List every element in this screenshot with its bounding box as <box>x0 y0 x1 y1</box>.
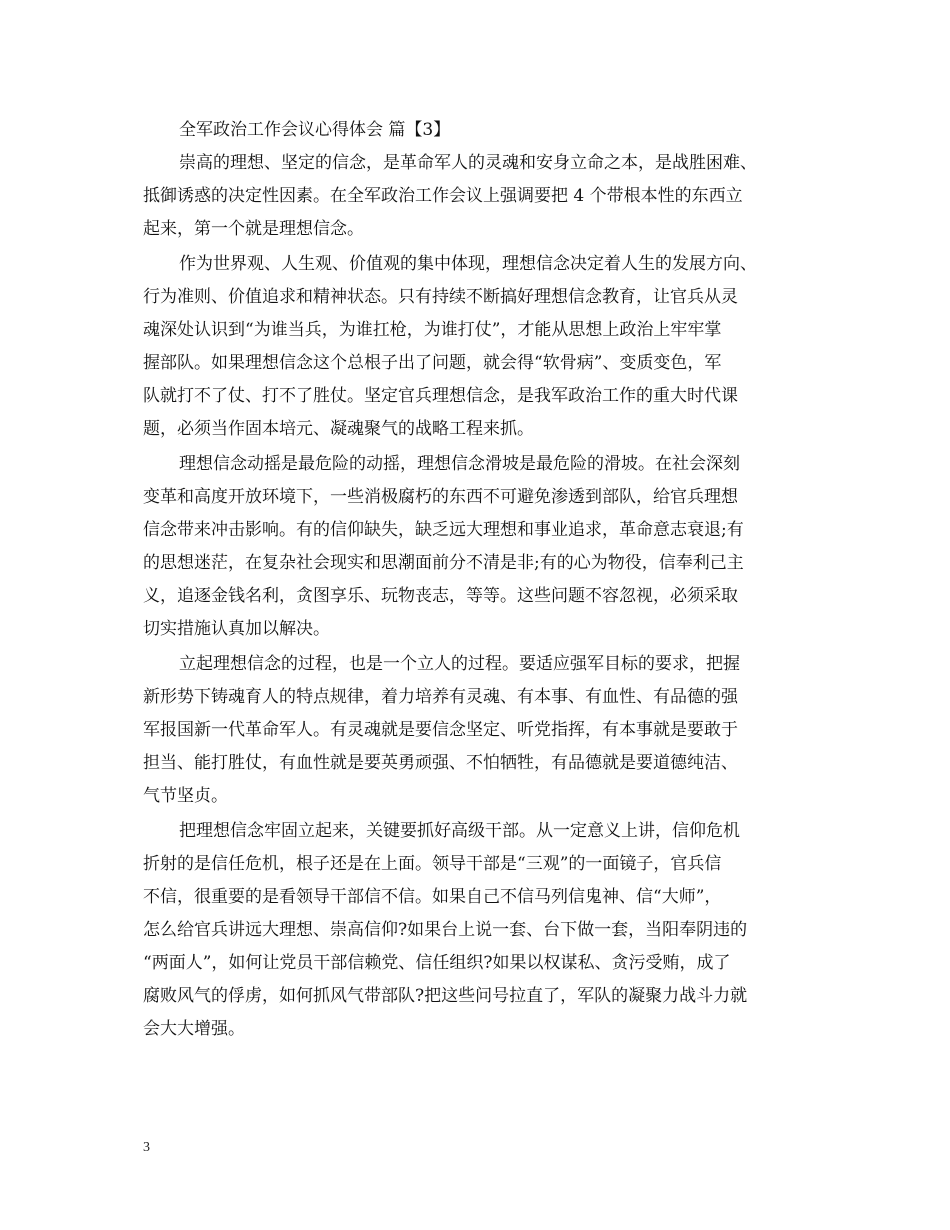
paragraph-5 <box>143 815 813 1046</box>
paragraph-line: 担当、能打胜仗，有血性就是要英勇顽强、不怕牺牲，有品德就是要道德纯洁、 <box>143 753 738 773</box>
paragraph-line: 气节坚贞。 <box>143 786 228 806</box>
paragraph-2 <box>143 248 813 446</box>
paragraph-line: 义，追逐金钱名利，贪图享乐、玩物丧志，等等。这些问题不容忽视，必须采取 <box>143 586 738 606</box>
paragraph-line: 行为准则、价值追求和精神状态。只有持续不断搞好理想信念教育，让官兵从灵 <box>143 287 738 307</box>
paragraph-line: 腐败风气的俘虏，如何抓风气带部队?把这些问号拉直了，军队的凝聚力战斗力就 <box>143 986 748 1006</box>
paragraph-line: 抵御诱惑的决定性因素。在全军政治工作会议上强调要把 4 个带根本性的东西立 <box>143 186 743 206</box>
paragraph-line: 起来，第一个就是理想信念。 <box>143 219 364 239</box>
paragraph-4 <box>143 648 813 813</box>
paragraph-line: 切实措施认真加以解决。 <box>143 619 330 639</box>
paragraph-line: 魂深处认识到“为谁当兵，为谁扛枪，为谁打仗”，才能从思想上政治上牢牢掌 <box>143 320 722 340</box>
paragraph-line: 折射的是信任危机，根子还是在上面。领导干部是“三观”的一面镜子，官兵信 <box>143 854 722 874</box>
paragraph-line: 题，必须当作固本培元、凝魂聚气的战略工程来抓。 <box>143 419 534 439</box>
paragraph-line: 军报国新一代革命军人。有灵魂就是要信念坚定、听党指挥，有本事就是要敢于 <box>143 720 738 740</box>
paragraph-line: 信念带来冲击影响。有的信仰缺失，缺乏远大理想和事业追求，革命意志衰退;有 <box>143 520 744 540</box>
paragraph-1 <box>143 147 813 246</box>
paragraph-line: 作为世界观、人生观、价值观的集中体现，理想信念决定着人生的发展方向、 <box>179 254 757 274</box>
page-number: 3 <box>143 1140 150 1155</box>
paragraph-line: 把理想信念牢固立起来，关键要抓好高级干部。从一定意义上讲，信仰危机 <box>179 821 740 841</box>
paragraph-line: 的思想迷茫，在复杂社会现实和思潮面前分不清是非;有的心为物役，信奉利己主 <box>143 553 744 573</box>
document-body <box>143 114 813 1046</box>
paragraph-line: 崇高的理想、坚定的信念，是革命军人的灵魂和安身立命之本，是战胜困难、 <box>179 153 757 173</box>
paragraph-line: 不信，很重要的是看领导干部信不信。如果自己不信马列信鬼神、信“大师”， <box>143 887 722 907</box>
paragraph-line: 理想信念动摇是最危险的动摇，理想信念滑坡是最危险的滑坡。在社会深刻 <box>179 454 740 474</box>
paragraph-line: 队就打不了仗、打不了胜仗。坚定官兵理想信念，是我军政治工作的重大时代课 <box>143 386 738 406</box>
paragraph-line: 握部队。如果理想信念这个总根子出了问题，就会得“软骨病”、变质变色，军 <box>143 353 722 373</box>
paragraph-3 <box>143 448 813 646</box>
document-title: 全军政治工作会议心得体会 篇【3】 <box>179 120 451 140</box>
paragraph-line: 立起理想信念的过程，也是一个立人的过程。要适应强军目标的要求，把握 <box>179 654 740 674</box>
paragraph-line: 怎么给官兵讲远大理想、崇高信仰?如果台上说一套、台下做一套，当阳奉阴违的 <box>143 920 748 940</box>
paragraph-line: 变革和高度开放环境下，一些消极腐朽的东西不可避免渗透到部队，给官兵理想 <box>143 487 738 507</box>
paragraph-line: 会大大增强。 <box>143 1019 245 1039</box>
paragraph-line: “两面人”，如何让党员干部信赖党、信任组织?如果以权谋私、贪污受贿，成了 <box>143 953 731 973</box>
paragraph-line: 新形势下铸魂育人的特点规律，着力培养有灵魂、有本事、有血性、有品德的强 <box>143 687 738 707</box>
